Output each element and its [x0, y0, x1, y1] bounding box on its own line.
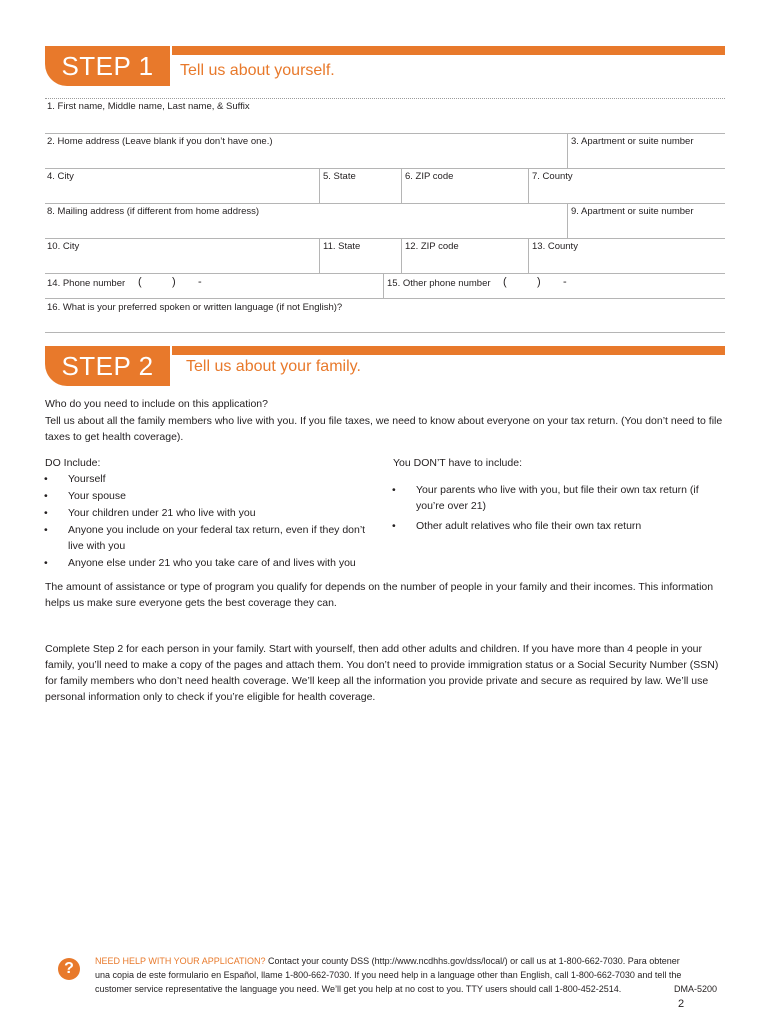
step2-badge: STEP 2: [45, 346, 170, 386]
step2-title: Tell us about your family.: [186, 358, 361, 375]
list-item: [44, 505, 380, 521]
step2-intro: Tell us about all the family members who live with you. If you file taxes, we need to know about everyone on your tax return. (You don’t need to file taxes to get health coverage).: [45, 415, 723, 443]
home-address-input[interactable]: [45, 147, 565, 167]
do-include-heading: DO Include:: [45, 457, 101, 469]
divider: [45, 168, 725, 169]
mailing-state-field-label: 11. State: [323, 241, 361, 252]
mailing-county-input[interactable]: [529, 252, 725, 272]
step1-badge: STEP 1: [45, 46, 170, 86]
help-text-3: customer service representative the language you need. We’ll get you help at no cost to you. TTY users should call 1-800-452-2514.: [95, 984, 622, 994]
list-item-text: Other adult relatives who file their own tax return: [416, 520, 642, 532]
help-text-1: Contact your county DSS (http://www.ncdhhs.gov/dss/local/) or call us at 1-800-662-7030. Para obtener: [265, 956, 680, 966]
other-phone-field-label: 15. Other phone number: [387, 278, 491, 289]
list-item-text: Yourself: [68, 473, 106, 485]
other-phone-paren-close: ): [537, 276, 541, 288]
bullet: •: [44, 524, 48, 536]
list-item: [392, 482, 716, 514]
help-line-3: [95, 982, 725, 996]
other-phone-dash: -: [563, 276, 567, 288]
divider: [45, 238, 725, 239]
phone-field-label: 14. Phone number: [47, 278, 126, 289]
zip-field-label: 6. ZIP code: [405, 171, 454, 182]
coverage-paragraph: The amount of assistance or type of program you qualify for depends on the number of people in your family and their incomes. This information helps us make sure everyone gets the best coverage they can.: [45, 581, 714, 609]
divider: [45, 203, 725, 204]
mailing-zip-field-label: 12. ZIP code: [405, 241, 459, 252]
step2-question: Who do you need to include on this application?: [45, 398, 268, 410]
bullet: •: [44, 507, 48, 519]
help-text: [95, 954, 725, 996]
first-name-field-label: 1. First name, Middle name, Last name, & Suffix: [47, 101, 250, 112]
state-field-label: 5. State: [323, 171, 356, 182]
apartment-input[interactable]: [568, 147, 725, 167]
mailing-apartment-field-label: 9. Apartment or suite number: [571, 206, 694, 217]
list-item: [44, 471, 380, 487]
step2-header-bar: [172, 346, 725, 355]
mailing-city-field-label: 10. City: [47, 241, 80, 252]
list-item: [392, 518, 716, 534]
list-item: [44, 522, 380, 554]
city-input[interactable]: [45, 182, 317, 202]
list-item-text: Your spouse: [68, 490, 126, 502]
mailing-state-input[interactable]: [320, 252, 400, 272]
divider: [45, 332, 725, 333]
help-question-icon: ?: [58, 958, 80, 980]
other-phone-paren-open: (: [503, 276, 507, 288]
home-address-field-label: 2. Home address (Leave blank if you don’t have one.): [47, 136, 273, 147]
bullet: •: [44, 473, 48, 485]
apartment-field-label: 3. Apartment or suite number: [571, 136, 694, 147]
step1-header-bar: [172, 46, 725, 55]
mailing-apartment-input[interactable]: [568, 217, 725, 237]
divider: [45, 298, 725, 299]
mailing-county-field-label: 13. County: [532, 241, 578, 252]
phone-paren-open: (: [138, 276, 142, 288]
instructions-paragraph: Complete Step 2 for each person in your family. Start with yourself, then add other adults and children. If you have more than 4 people in your family, you’ll need to make a copy of the pages and attach them. You don’t need to provide immigration status or a Social Security Number (SSN) for family members who don’t need health coverage. We’ll keep all the information you provide private and secure as required by law. We’ll use personal information only to check if you’re eligible for health coverage.: [45, 643, 719, 703]
help-heading: NEED HELP WITH YOUR APPLICATION?: [95, 956, 266, 966]
bullet: •: [392, 520, 396, 532]
city-field-label: 4. City: [47, 171, 74, 182]
language-field-label: 16. What is your preferred spoken or written language (if not English)?: [47, 302, 343, 313]
list-item-text: Anyone you include on your federal tax return, even if they don’t live with you: [68, 524, 366, 552]
county-field-label: 7. County: [532, 171, 573, 182]
county-input[interactable]: [529, 182, 725, 202]
list-item-text: Your parents who live with you, but file their own tax return (if you’re over 21): [416, 484, 699, 512]
mailing-city-input[interactable]: [45, 252, 317, 272]
bullet: •: [44, 490, 48, 502]
list-item-text: Anyone else under 21 who you take care of and lives with you: [68, 557, 356, 569]
mailing-zip-input[interactable]: [402, 252, 527, 272]
divider: [45, 133, 725, 134]
language-input[interactable]: [45, 313, 725, 331]
page-number: 2: [678, 998, 685, 1010]
form-id: DMA-5200: [673, 984, 717, 994]
do-include-list: [44, 471, 380, 572]
divider: [45, 98, 725, 99]
help-line-2: una copia de este formulario en Español, llame 1-800-662-7030. If you need help in a language other than English, call 1-800-662-7030 and tell the: [95, 970, 682, 980]
mailing-address-field-label: 8. Mailing address (if different from home address): [47, 206, 260, 217]
help-line-1: [95, 954, 725, 968]
zip-input[interactable]: [402, 182, 527, 202]
phone-dash: -: [198, 276, 202, 288]
list-item: [44, 488, 380, 504]
step1-title: Tell us about yourself.: [180, 62, 335, 79]
divider: [383, 273, 384, 298]
list-item-text: Your children under 21 who live with you: [68, 507, 256, 519]
dont-include-list: [392, 482, 716, 534]
mailing-address-input[interactable]: [45, 217, 565, 237]
state-input[interactable]: [320, 182, 400, 202]
list-item: [44, 555, 380, 571]
bullet: •: [392, 484, 396, 496]
bullet: •: [44, 557, 48, 569]
phone-input[interactable]: [136, 274, 381, 297]
full-name-input[interactable]: [45, 112, 725, 132]
other-phone-input[interactable]: [500, 274, 725, 297]
phone-paren-close: ): [172, 276, 176, 288]
dont-include-heading: You DON’T have to include:: [393, 457, 522, 469]
